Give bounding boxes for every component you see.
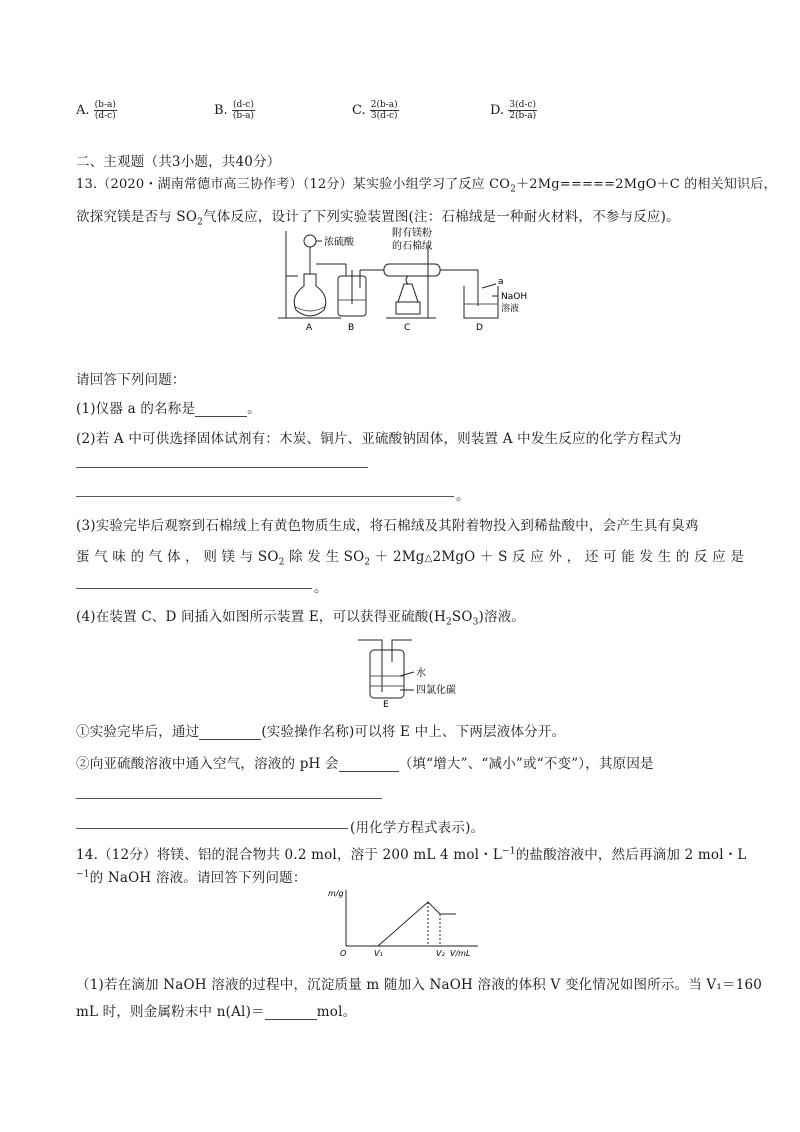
- label-water: 水: [416, 668, 426, 679]
- answer-line: [76, 467, 368, 468]
- option-c: C. $\frac{2(b-a)}{3(d-c)}$: [352, 100, 398, 121]
- answer-line: [76, 828, 348, 829]
- label-conc-acid: 浓硫酸: [324, 237, 354, 248]
- label-D: D: [476, 323, 483, 333]
- q13-part1: (1)仪器 a 的名称是 。: [76, 401, 261, 417]
- answer-line: [76, 798, 382, 799]
- precipitate-graph: [318, 884, 488, 960]
- q14-stem-line1: 14.（12分）将镁、铝的混合物共 0.2 mol，溶于 200 mL 4 mol・$L^{-1}$的盐酸溶液中，然后再滴加 2 mol・L: [76, 846, 747, 863]
- label-B: B: [348, 323, 355, 333]
- answer-line: [76, 588, 312, 589]
- label-ccl4: 四氯化碳: [416, 685, 456, 696]
- label-mg-1: 附有镁粉: [392, 228, 432, 239]
- q14-stem-line2: $^{-1}$的 NaOH 溶液。请回答下列问题：: [76, 869, 307, 886]
- q13-sub2: ②向亚硫酸溶液中通入空气，溶液的 pH 会 （填“增大”、“减小”或“不变”），其原因是: [76, 756, 654, 772]
- apparatus-e-figure: [352, 632, 472, 708]
- label-A: A: [306, 323, 313, 333]
- label-mg-2: 的石棉绒: [392, 241, 432, 252]
- q13-stem-line1: 13.（2020・湖南常德市高三协作考）（12分）某实验小组学习了反应 $CO_2+2Mg=====2MgO+C$ 的相关知识后，: [76, 177, 777, 195]
- apparatus-figure: [276, 226, 536, 336]
- graph-ylabel: m/g: [328, 889, 344, 898]
- graph-v1: V₁: [374, 949, 383, 958]
- q13-part3-line2: 蛋 气 味 的 气 体 ， 则 镁 与 $SO_2$ 除 发 生 $SO_2$ ＋ 2Mg△2MgO ＋ S 反 应 外 ， 还 可 能 发 生 的 反 应 是: [76, 549, 745, 568]
- q13-sub2-end: (用化学方程式表示)。: [350, 820, 485, 836]
- graph-origin: O: [340, 949, 347, 958]
- label-E: E: [383, 700, 389, 708]
- graph-vlabel: V/mL: [450, 949, 471, 958]
- fraction: $\frac{(d-c)}{(b-a)}$: [232, 100, 255, 121]
- period: 。: [314, 580, 328, 596]
- label-naoh: NaOH: [501, 292, 528, 302]
- label-a: a: [498, 277, 504, 287]
- q13-part4: (4)在装置 C、D 间插入如图所示装置 E，可以获得亚硫酸$(H_2SO_3)$溶液。: [76, 609, 526, 628]
- graph-v2: V₂: [436, 949, 445, 958]
- q13-stem-line2: 欲探究镁是否与 $SO_2$气体反应，设计了下列实验装置图(注：石棉绒是一种耐火材料，不参与反应)。: [76, 209, 680, 228]
- option-a: A. $\frac{(b-a)}{(d-c)}$: [76, 100, 116, 121]
- q13-sub1: ①实验完毕后，通过 (实验操作名称)可以将 E 中上、下两层液体分开。: [76, 724, 566, 740]
- answer-line: [76, 496, 454, 497]
- q13-part2: (2)若 A 中可供选择固体试剂有：木炭、铜片、亚硫酸钠固体，则装置 A 中发生反应的化学方程式为: [76, 431, 682, 447]
- q13-part3-line1: (3)实验完毕后观察到石棉绒上有黄色物质生成，将石棉绒及其附着物投入到稀盐酸中，会产生具有臭鸡: [76, 518, 699, 534]
- q14-part1-line1: （1)若在滴加 NaOH 溶液的过程中，沉淀质量 m 随加入 NaOH 溶液的体积 V 变化情况如图所示。当 V₁＝160: [76, 977, 763, 993]
- option-d: D. $\frac{3(d-c)}{2(b-a)}$: [490, 100, 537, 121]
- fraction: $\frac{3(d-c)}{2(b-a)}$: [509, 100, 537, 121]
- fraction: $\frac{2(b-a)}{3(d-c)}$: [370, 100, 398, 121]
- fraction: $\frac{(b-a)}{(d-c)}$: [94, 100, 116, 121]
- section-title: 二、主观题（共3小题，共40分）: [76, 154, 281, 170]
- option-b: B. $\frac{(d-c)}{(b-a)}$: [214, 100, 255, 121]
- q13-prompt: 请回答下列问题：: [76, 372, 186, 388]
- label-solution: 溶液: [501, 304, 520, 314]
- label-C: C: [404, 323, 411, 333]
- period: 。: [456, 488, 470, 504]
- q14-part1-line2: mL 时，则金属粉末中 n(Al)＝ mol。: [76, 1004, 357, 1020]
